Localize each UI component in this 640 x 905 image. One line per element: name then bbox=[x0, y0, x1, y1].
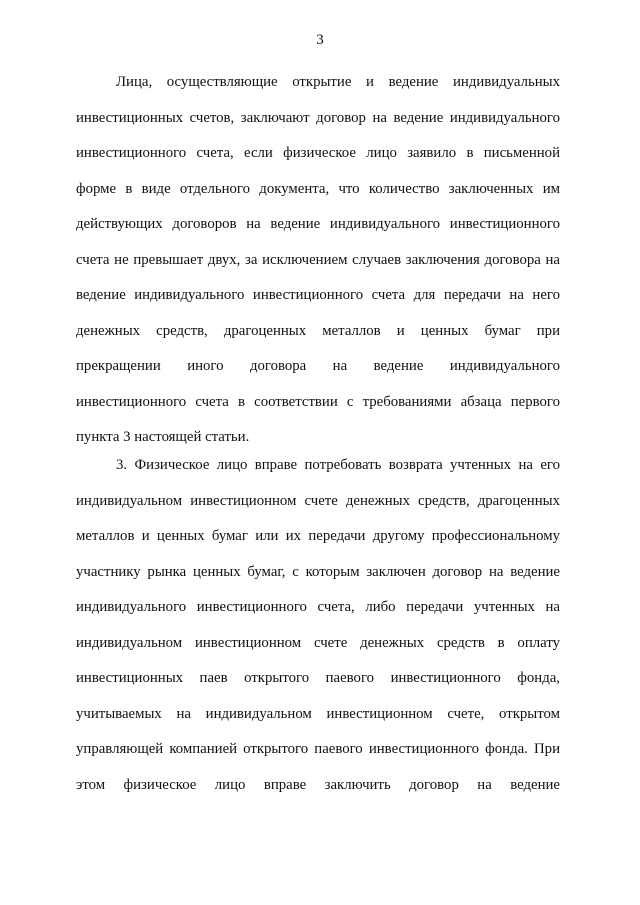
text-line: этом физическое лицо вправе заключить договор на ведение bbox=[76, 776, 560, 793]
text-line: 3. Физическое лицо вправе потребовать возврата учтенных на его bbox=[116, 457, 560, 473]
text-line: инвестиционного счета, если физическое лицо заявило в письменной bbox=[76, 145, 560, 161]
text-line: прекращении иного договора на ведение индивидуального bbox=[76, 358, 560, 374]
text-line: инвестиционных паев открытого паевого инвестиционного фонда, bbox=[76, 670, 560, 686]
text-line: управляющей компанией открытого паевого инвестиционного фонда. При bbox=[76, 741, 560, 757]
text-line: учитываемых на индивидуальном инвестиционном счете, открытом bbox=[76, 705, 560, 722]
text-line: ведение индивидуального инвестиционного счета для передачи на него bbox=[76, 287, 560, 303]
text-line: индивидуальном инвестиционном счете денежных средств в оплату bbox=[76, 634, 560, 651]
text-line: инвестиционных счетов, заключают договор на ведение индивидуального bbox=[76, 109, 560, 126]
text-line: индивидуальном инвестиционном счете денежных средств, драгоценных bbox=[76, 492, 560, 509]
page-number: 3 bbox=[316, 32, 324, 48]
text-line: денежных средств, драгоценных металлов и ценных бумаг при bbox=[76, 322, 560, 339]
text-line: счета не превышает двух, за исключением случаев заключения договора на bbox=[76, 251, 560, 268]
text-line: форме в виде отдельного документа, что количество заключенных им bbox=[76, 180, 560, 197]
text-line: Лица, осуществляющие открытие и ведение индивидуальных bbox=[116, 74, 560, 90]
text-line: инвестиционного счета в соответствии с требованиями абзаца первого bbox=[76, 393, 560, 410]
text-line: индивидуального инвестиционного счета, либо передачи учтенных на bbox=[76, 599, 560, 615]
text-line: участнику рынка ценных бумаг, с которым заключен договор на ведение bbox=[76, 563, 560, 580]
paragraph-2 bbox=[76, 455, 560, 810]
text-line: пункта 3 настоящей статьи. bbox=[76, 429, 250, 445]
paragraph-1 bbox=[76, 72, 560, 463]
text-line: металлов и ценных бумаг или их передачи другому профессиональному bbox=[76, 528, 560, 544]
text-line: действующих договоров на ведение индивидуального инвестиционного bbox=[76, 216, 560, 232]
